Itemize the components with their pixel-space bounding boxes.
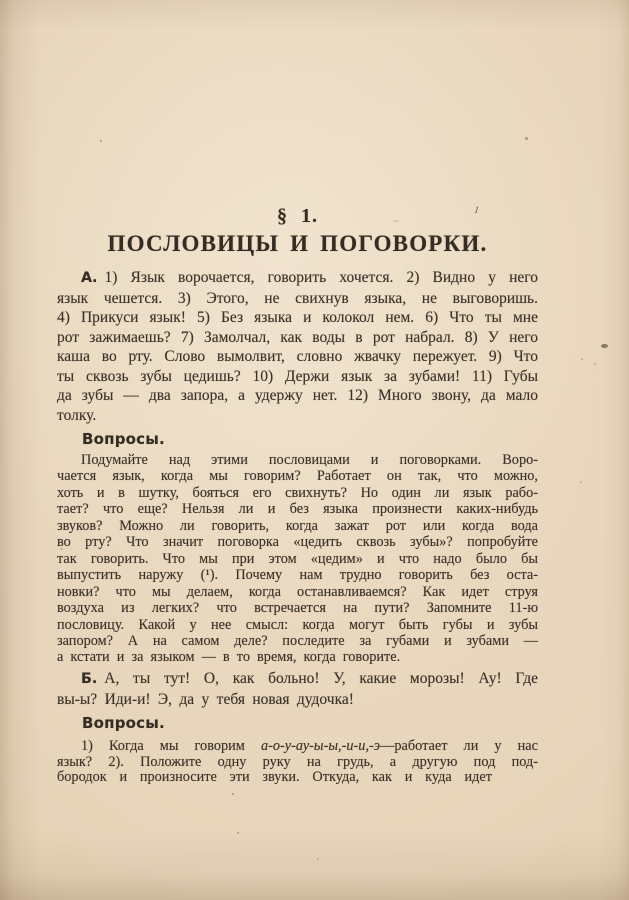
paper-speck: [232, 793, 234, 795]
text-line: Подумайте над этими пословицами и поговорками. Воро-: [81, 452, 538, 468]
text-line: запором? А на самом деле? последите за губами и зубами —: [57, 632, 538, 649]
text-line: Б. А, ты тут! О, как больно! У, какие морозы! Ау! Где: [81, 670, 538, 687]
questions-heading-1: Вопросы.: [82, 430, 165, 448]
page-title: ПОСЛОВИЦЫ И ПОГОВОРКИ.: [107, 231, 488, 256]
paper-speck: [100, 140, 102, 142]
questions-2: [57, 739, 538, 786]
text-line: новки? что мы делаем, когда останавливаемся? Как идет струя: [57, 583, 538, 600]
paper-speck: [60, 548, 63, 550]
paper-speck: [581, 358, 583, 360]
text-line: А. 1) Язык ворочается, говорить хочется. 2) Видно у него: [81, 269, 538, 286]
text-line: вы-ы? Иди-и! Э, да у тебя новая дудочка!: [57, 690, 354, 708]
paper-speck: [580, 481, 582, 483]
text-line: тает? что еще? Нельзя ли и без языка произнести каких-нибудь: [57, 501, 538, 518]
text-line: а кстати и за языком — в то время, когда говорите.: [57, 649, 401, 666]
paper-speck: [317, 858, 319, 860]
paper-speck: [525, 137, 528, 140]
text-line: во рту? Что значит поговорка «цедить сквозь зубы»? попробуйте: [57, 534, 538, 551]
text-line: воздуха из легких? что встречается на пути? Запомните 11-ю: [57, 600, 538, 617]
text-line: хоть и в шутку, бояться его свихнуть? Но один ли язык рабо-: [57, 484, 538, 501]
text-line: язык чешется. 3) Этого, не свихнув языка, не выговоришь.: [57, 289, 538, 307]
text-column: [57, 0, 538, 900]
text-line: да зубы — два запора, а удержу нет. 12) Много звону, да мало: [57, 387, 538, 404]
text-line: каша во рту. Слово вымолвит, словно жвачку пережует. 9) Что: [57, 348, 538, 365]
text-line: звуков? Можно ли говорить, когда зажат рот или когда вода: [57, 517, 538, 534]
text-line: выпустить наружу (¹). Почему нам трудно говорить без оста-: [57, 567, 538, 584]
questions-1: [57, 452, 538, 666]
text-line: ты сквозь зубы цедишь? 10) Держи язык за зубами! 11) Губы: [57, 367, 538, 385]
paper-speck: [237, 832, 239, 834]
text-line: язык? 2). Положите одну руку на грудь, а другую под под-: [57, 753, 538, 770]
text-line: 1) Когда мы говорим а-о-у-ау-ы-ы,-и-и,-э—работает ли у нас: [81, 738, 538, 754]
corner-mark: 1: [473, 204, 480, 217]
text-line: рот зажимаешь? 7) Замолчал, как воды в рот набрал. 8) У него: [57, 328, 538, 346]
section-number: § 1.: [277, 205, 318, 227]
text-line: 4) Прикуси язык! 5) Без языка и колокол нем. 6) Что ты мне: [57, 309, 538, 326]
text-line: так говорить. Что мы при этом «цедим» и что надо было бы: [57, 550, 538, 567]
text-line: бородок и произносите эти звуки. Откуда, как и куда идет: [57, 769, 492, 786]
text-line: толку.: [57, 406, 97, 424]
exercise-b: [57, 669, 538, 710]
paper-speck: [601, 344, 608, 348]
questions-heading-2: Вопросы.: [82, 714, 165, 732]
paper-speck: [594, 363, 596, 365]
text-line: пословицу. Какой у нее смысл: когда могут быть губы и зубы: [57, 616, 538, 633]
exercise-a: [57, 268, 538, 425]
text-line: чается язык, когда мы говорим? Работает он так, что можно,: [57, 468, 538, 485]
paper-speck: [393, 220, 399, 222]
